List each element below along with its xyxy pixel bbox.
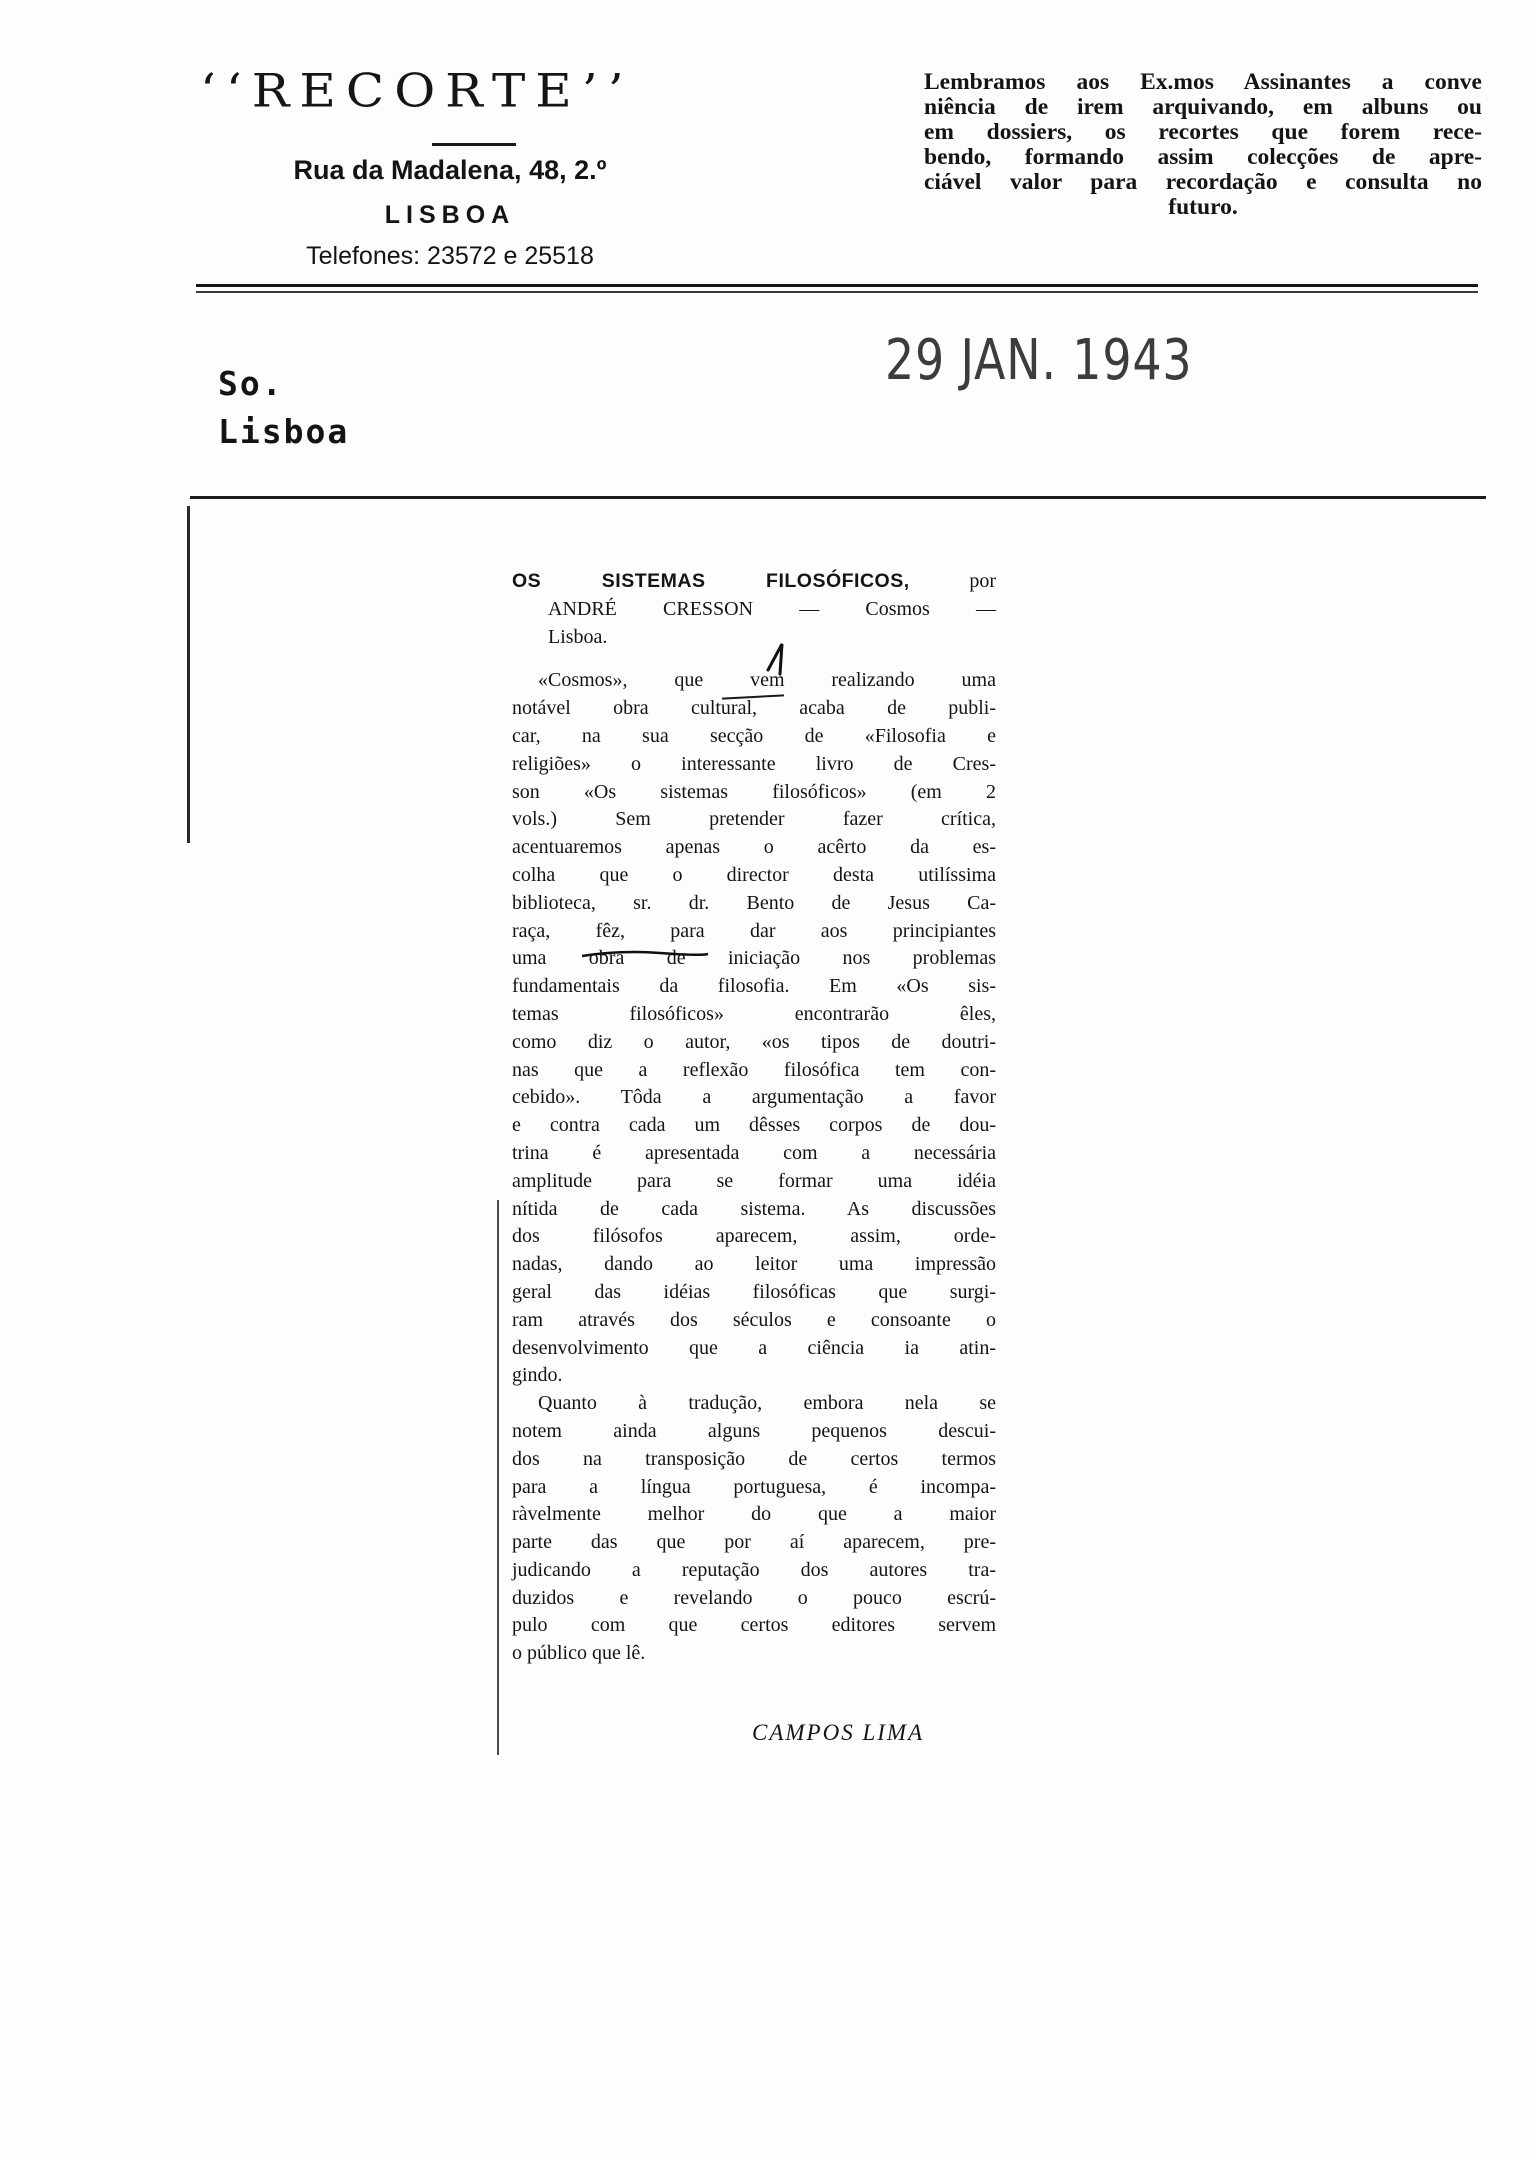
article-signature: CAMPOS LIMA (752, 1720, 925, 1745)
article-line: nas que a reflexão filosófica tem con- (512, 1058, 996, 1081)
article-line: pulo com que certos editores servem (512, 1614, 996, 1637)
article-line: religiões» o interessante livro de Cres- (512, 752, 996, 775)
article-byline-por: por (969, 570, 996, 592)
article-line: raça, fêz, para dar aos principiantes (512, 919, 996, 942)
article-line: para a língua portuguesa, é incompa- (512, 1475, 996, 1498)
subscriber-notice (924, 70, 1482, 220)
article-line: ràvelmente melhor do que a maior (512, 1503, 996, 1526)
article (512, 568, 996, 1668)
source-city: Lisboa (218, 412, 350, 451)
article-line: son «Os sistemas filosóficos» (em 2 (512, 780, 996, 803)
article-line: Quanto à tradução, embora nela se (538, 1392, 996, 1415)
brand-rule (432, 143, 516, 146)
article-line: uma obra de iniciação nos problemas (512, 947, 996, 970)
section-rule (190, 496, 1486, 499)
article-headline: OS SISTEMAS FILOSÓFICOS, (512, 570, 910, 592)
article-head-line (512, 568, 996, 596)
article-line: como diz o autor, «os tipos de doutri- (512, 1030, 996, 1053)
article-line: fundamentais da filosofia. Em «Os sis- (512, 975, 996, 998)
notice-line: em dossiers, os recortes que forem rece- (924, 119, 1482, 145)
handwritten-mark (760, 640, 800, 680)
article-line: gindo. (512, 1364, 563, 1387)
article-line: amplitude para se formar uma idéia (512, 1169, 996, 1192)
notice-line: Lembramos aos Ex.mos Assinantes a conve (924, 69, 1482, 95)
article-line: ram através dos séculos e consoante o (512, 1308, 996, 1331)
article-line: dos filósofos aparecem, assim, orde- (512, 1225, 996, 1248)
article-line: colha que o director desta utilíssima (512, 863, 996, 886)
article-line: geral das idéias filosóficas que surgi- (512, 1280, 996, 1303)
clipping-edge-line (187, 506, 190, 843)
article-line: biblioteca, sr. dr. Bento de Jesus Ca- (512, 891, 996, 914)
article-line: parte das que por aí aparecem, pre- (512, 1531, 996, 1554)
article-line: nítida de cada sistema. As discussões (512, 1197, 996, 1220)
article-line: desenvolvimento que a ciência ia atin- (512, 1336, 996, 1359)
article-line: e contra cada um dêsses corpos de dou- (512, 1114, 996, 1137)
header-rule-thin (196, 291, 1478, 293)
notice-line: niência de irem arquivando, em albuns ou (924, 94, 1482, 120)
brand-title: ‘‘RECORTE’’ (200, 64, 634, 118)
article-line: judicando a reputação dos autores tra- (512, 1558, 996, 1581)
article-line: vols.) Sem pretender fazer crítica, (512, 808, 996, 831)
date-stamp: 29 JAN. 1943 (885, 328, 1193, 393)
article-line: cebido». Tôda a argumentação a favor (512, 1086, 996, 1109)
agency-phones: Telefones: 23572 e 25518 (306, 242, 594, 270)
header-rule (196, 284, 1478, 287)
article-byline: Lisboa. (548, 625, 608, 648)
notice-line: bendo, formando assim colecções de apre- (924, 144, 1482, 170)
notice-line: futuro. (1168, 194, 1238, 220)
article-line: o público que lê. (512, 1642, 646, 1665)
source-publication: So. (218, 364, 284, 403)
article-line: dos na transposição de certos termos (512, 1447, 996, 1470)
article-line: car, na sua secção de «Filosofia e (512, 724, 996, 747)
article-line: notem ainda alguns pequenos descui- (512, 1419, 996, 1442)
article-line: acentuaremos apenas o acêrto da es- (512, 836, 996, 859)
article-line: duzidos e revelando o pouco escrú- (512, 1586, 996, 1609)
article-line: «Cosmos», que vem realizando uma (538, 669, 996, 692)
agency-city: LISBOA (384, 201, 516, 229)
article-line: nadas, dando ao leitor uma impressão (512, 1253, 996, 1276)
article-line: temas filosóficos» encontrarão êles, (512, 1002, 996, 1025)
article-byline: ANDRÉ CRESSON — Cosmos — (548, 597, 996, 620)
article-line: notável obra cultural, acaba de publi- (512, 697, 996, 720)
pen-underline (580, 948, 710, 960)
notice-line: ciável valor para recordação e consulta no (924, 169, 1482, 195)
agency-address: Rua da Madalena, 48, 2.º (293, 155, 607, 185)
column-edge-line (497, 1200, 499, 1755)
article-line: trina é apresentada com a necessária (512, 1141, 996, 1164)
